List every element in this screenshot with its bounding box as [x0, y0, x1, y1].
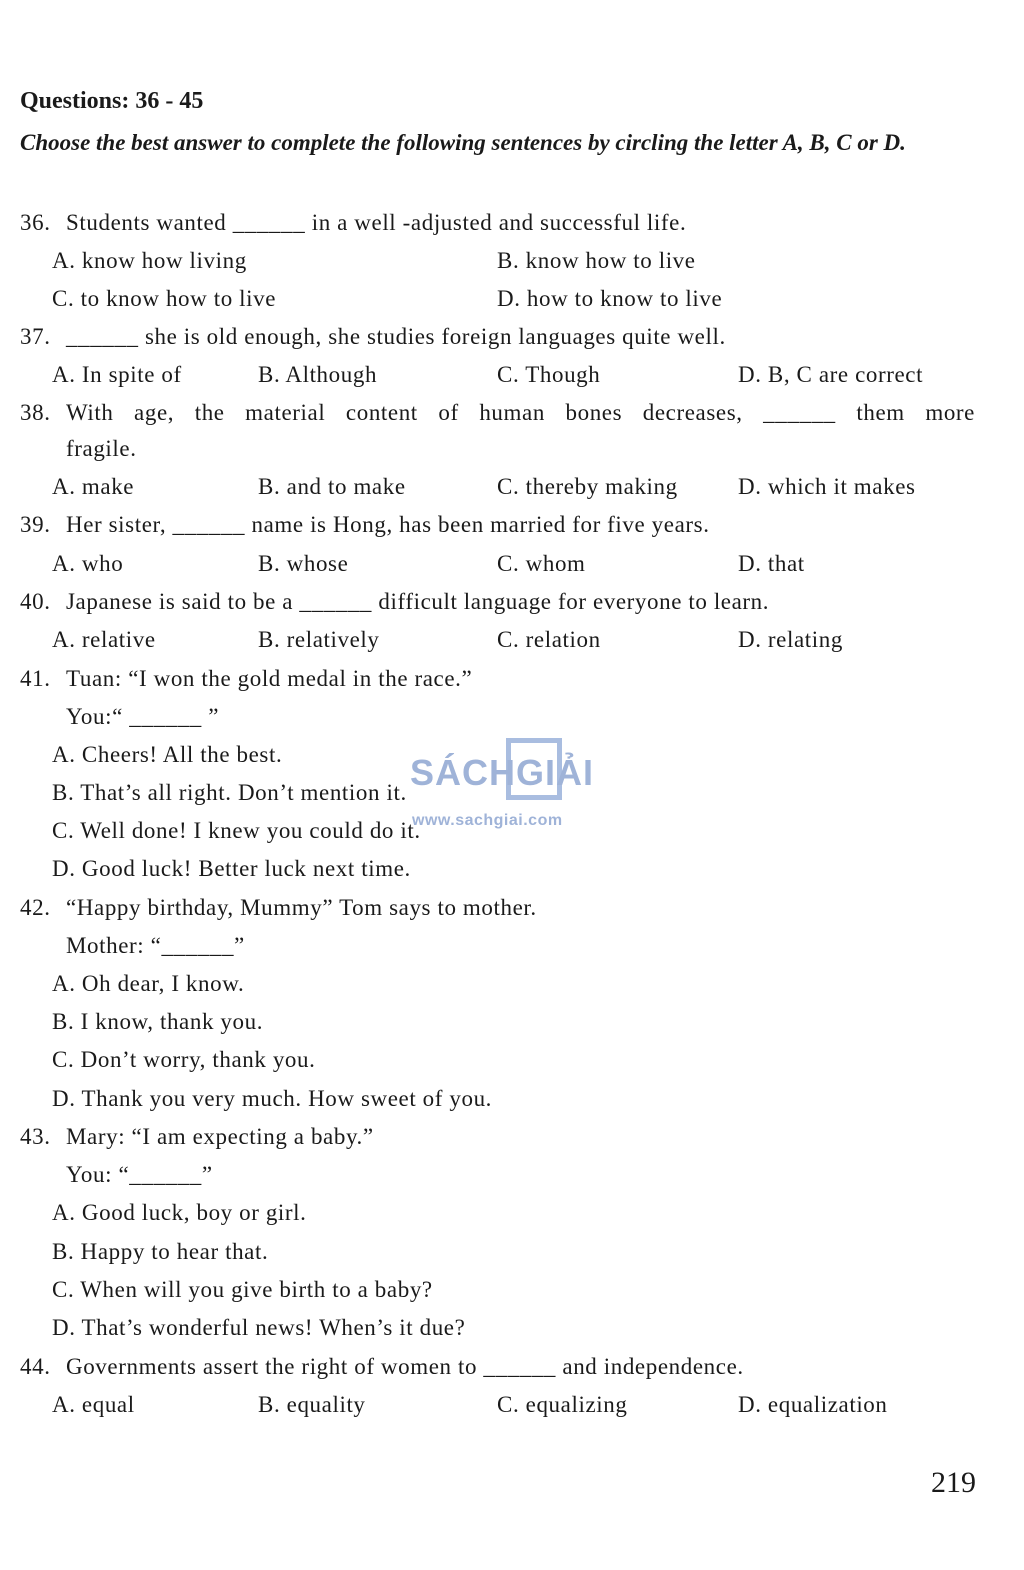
option-b[interactable]: B. relatively — [258, 627, 380, 652]
option-b[interactable]: B. I know, thank you. — [52, 1009, 264, 1034]
option-d[interactable]: D. relating — [738, 627, 843, 652]
option-a[interactable]: A. make — [52, 474, 135, 499]
option-d[interactable]: D. B, C are correct — [738, 362, 924, 387]
question-stem: Governments assert the right of women to ______ and independence. — [66, 1354, 744, 1379]
option-d[interactable]: D. Good luck! Better luck next time. — [52, 856, 411, 881]
option-b[interactable]: B. That’s all right. Don’t mention it. — [52, 780, 407, 805]
question-number: 44. — [20, 1354, 51, 1379]
section-heading: Questions: 36 - 45 — [20, 88, 204, 114]
option-c[interactable]: C. equalizing — [497, 1392, 628, 1417]
question-39 — [20, 512, 710, 538]
question-number: 38. — [20, 400, 51, 425]
option-a[interactable]: A. Good luck, boy or girl. — [52, 1200, 307, 1225]
option-a[interactable]: A. who — [52, 551, 124, 576]
question-number: 39. — [20, 512, 51, 537]
question-44 — [20, 1354, 744, 1380]
page-number: 219 — [931, 1466, 976, 1499]
question-38-continued: fragile. — [66, 436, 137, 461]
question-number: 43. — [20, 1124, 51, 1149]
question-41 — [20, 666, 472, 692]
question-number: 41. — [20, 666, 51, 691]
option-d[interactable]: D. which it makes — [738, 474, 916, 499]
option-c[interactable]: C. relation — [497, 627, 601, 652]
option-c[interactable]: C. whom — [497, 551, 586, 576]
question-stem: With age, the material content of human bones decreases, ______ them more — [66, 400, 975, 425]
watermark — [410, 738, 620, 838]
option-d[interactable]: D. Thank you very much. How sweet of you. — [52, 1086, 493, 1111]
question-number: 42. — [20, 895, 51, 920]
option-a[interactable]: A. equal — [52, 1392, 135, 1417]
option-a[interactable]: A. Cheers! All the best. — [52, 742, 283, 767]
question-38 — [20, 400, 975, 426]
watermark-brand: SÁCHGIẢI — [410, 752, 595, 793]
instructions: Choose the best answer to complete the following sentences by circling the letter A, B, C or D. — [20, 130, 906, 155]
option-c[interactable]: C. Don’t worry, thank you. — [52, 1047, 316, 1072]
watermark-url: www.sachgiai.com — [412, 812, 563, 829]
option-d[interactable]: D. that — [738, 551, 805, 576]
question-43 — [20, 1124, 374, 1150]
option-c[interactable]: C. Well done! I knew you could do it. — [52, 818, 421, 843]
question-40 — [20, 589, 769, 615]
question-stem: ______ she is old enough, she studies foreign languages quite well. — [66, 324, 726, 349]
question-37 — [20, 324, 726, 350]
question-stem: Japanese is said to be a ______ difficult language for everyone to learn. — [66, 589, 770, 614]
option-b[interactable]: B. know how to live — [497, 248, 696, 273]
option-d[interactable]: D. That’s wonderful news! When’s it due? — [52, 1315, 466, 1340]
question-stem: Her sister, ______ name is Hong, has been married for five years. — [66, 512, 710, 537]
option-b[interactable]: B. and to make — [258, 474, 406, 499]
option-b[interactable]: B. whose — [258, 551, 349, 576]
question-stem: Mary: “I am expecting a baby.” — [66, 1124, 374, 1149]
question-number: 40. — [20, 589, 51, 614]
reply-line: Mother: “______” — [66, 933, 245, 958]
option-b[interactable]: B. Happy to hear that. — [52, 1239, 269, 1264]
question-number: 36. — [20, 210, 51, 235]
option-c[interactable]: C. to know how to live — [52, 286, 277, 311]
option-b[interactable]: B. Although — [258, 362, 378, 387]
option-a[interactable]: A. know how living — [52, 248, 247, 273]
option-a[interactable]: A. In spite of — [52, 362, 182, 387]
question-stem: Tuan: “I won the gold medal in the race.” — [66, 666, 473, 691]
question-42 — [20, 895, 537, 921]
option-a[interactable]: A. Oh dear, I know. — [52, 971, 245, 996]
option-c[interactable]: C. When will you give birth to a baby? — [52, 1277, 433, 1302]
option-d[interactable]: D. how to know to live — [497, 286, 723, 311]
question-stem: “Happy birthday, Mummy” Tom says to mother. — [66, 895, 537, 920]
reply-line: You:“ ______ ” — [66, 704, 220, 729]
reply-line: You: “______” — [66, 1162, 213, 1187]
option-b[interactable]: B. equality — [258, 1392, 366, 1417]
question-36 — [20, 210, 686, 236]
option-c[interactable]: C. Though — [497, 362, 601, 387]
option-a[interactable]: A. relative — [52, 627, 156, 652]
question-stem: Students wanted ______ in a well -adjusted and successful life. — [66, 210, 687, 235]
option-c[interactable]: C. thereby making — [497, 474, 678, 499]
option-d[interactable]: D. equalization — [738, 1392, 888, 1417]
question-number: 37. — [20, 324, 51, 349]
